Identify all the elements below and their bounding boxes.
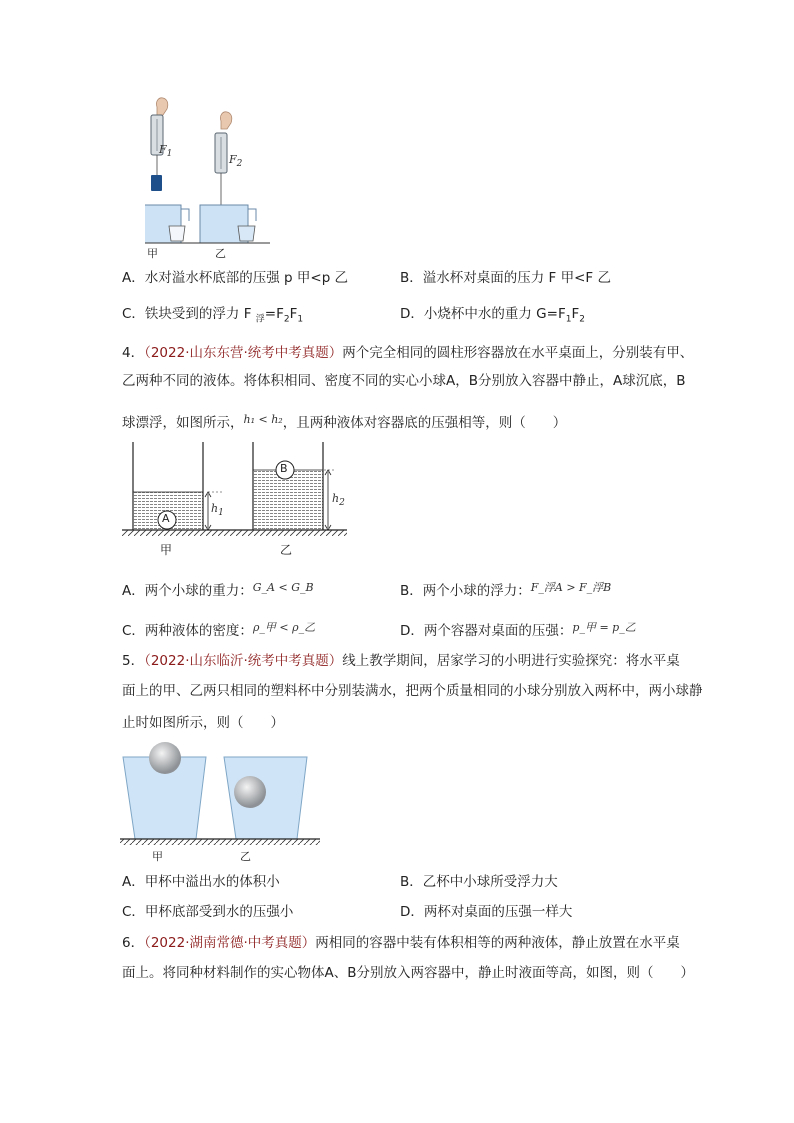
q4-label-jia: 甲 — [160, 543, 173, 557]
q4-option-b: B．两个小球的浮力：$^{F\_浮A > F\_浮B}$ — [400, 581, 612, 599]
q3-label-f1: $F_1$ — [159, 143, 173, 160]
q3-option-d: D．小烧杯中水的重力 $G=F_1F_2$ — [400, 306, 585, 325]
q3-option-c: C．铁块受到的浮力 F $_浮=F_2F_1$ — [122, 306, 304, 325]
q5-label-jia: 甲 — [152, 850, 163, 863]
q4-stem-line3: 球漂浮，如图所示，$^{h_1 < h_2}$，且两种液体对容器底的压强相等，则（ ） — [122, 413, 567, 431]
q4-label-yi: 乙 — [280, 543, 293, 557]
q4-stem: 4．（2022·山东东营·统考中考真题）两个完全相同的圆柱形容器放在水平桌面上，分别装有甲、 — [122, 345, 694, 361]
q3-label-f2: $F_2$ — [229, 153, 243, 170]
q5-label-yi: 乙 — [240, 850, 251, 863]
q3-label-yi: 乙 — [215, 247, 226, 260]
q4-ball-b-label: B — [280, 462, 288, 475]
q4-h2-label: $h_2$ — [332, 492, 345, 509]
q6-stem-line2: 面上。将同种材料制作的实心物体A、B分别放入两容器中，静止时液面等高，如图，则（ ） — [122, 965, 694, 981]
q4-option-d: D．两个容器对桌面的压强：$^{p\_甲 = p\_乙}$ — [400, 621, 636, 639]
q5-figure — [120, 735, 320, 865]
q3-option-a: A．水对溢水杯底部的压强 p 甲<p 乙 — [122, 270, 349, 286]
q3-figure — [145, 95, 275, 265]
q4-option-a: A．两个小球的重力：$^{G\_A < G\_B}$ — [122, 581, 314, 599]
q4-h-inequality: h₁ < h₂ — [243, 413, 283, 426]
q4-figure-drawing — [122, 440, 352, 560]
q3-label-jia: 甲 — [147, 247, 158, 260]
q5-stem-line3: 止时如图所示，则（ ） — [122, 715, 284, 731]
q4-figure — [122, 440, 352, 560]
q4-h1-label: $h_1$ — [211, 502, 224, 519]
q3-option-b: B．溢水杯对桌面的压力 F 甲<F 乙 — [400, 270, 611, 286]
q4-option-c: C．两种液体的密度：$^{\rho\_甲 < \rho\_乙}$ — [122, 621, 316, 639]
q3-figure-drawing — [145, 95, 275, 265]
q4-stem-line2: 乙两种不同的液体。将体积相同、密度不同的实心小球A，B分别放入容器中静止，A球沉底，B — [122, 373, 686, 389]
q5-option-b: B．乙杯中小球所受浮力大 — [400, 874, 558, 890]
q5-stem-line2: 面上的甲、乙两只相同的塑料杯中分别装满水，把两个质量相同的小球分别放入两杯中，两小球静 — [122, 683, 703, 699]
q6-stem: 6．（2022·湖南常德·中考真题）两相同的容器中装有体积相等的两种液体，静止放置在水平桌 — [122, 935, 680, 951]
q5-option-c: C．甲杯底部受到水的压强小 — [122, 904, 294, 920]
q5-figure-drawing — [120, 735, 320, 865]
q4-ball-a-label: A — [162, 512, 170, 525]
q5-option-d: D．两杯对桌面的压强一样大 — [400, 904, 573, 920]
q5-stem: 5．（2022·山东临沂·统考中考真题）线上教学期间，居家学习的小明进行实验探究：将水平桌 — [122, 653, 680, 669]
q5-option-a: A．甲杯中溢出水的体积小 — [122, 874, 280, 890]
